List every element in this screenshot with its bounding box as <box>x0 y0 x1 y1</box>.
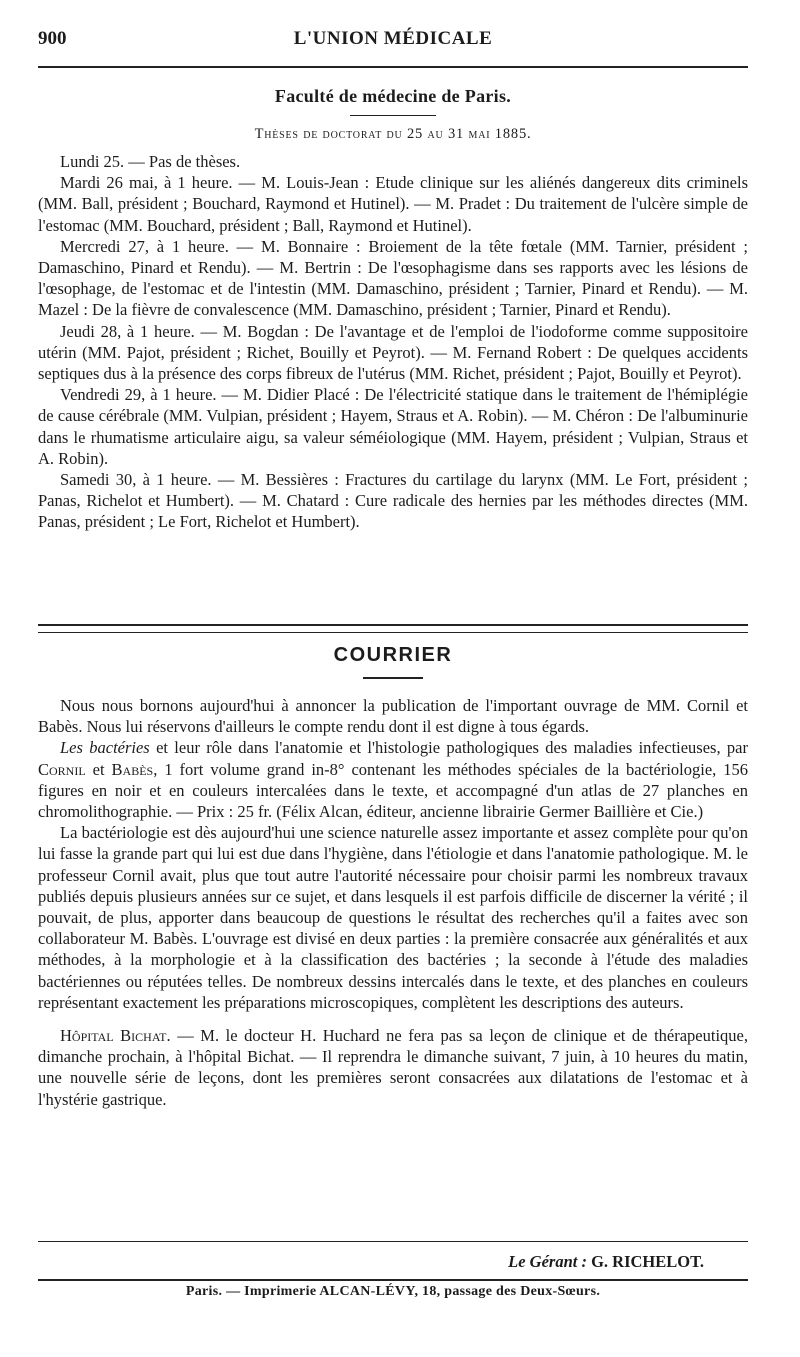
paragraph: Vendredi 29, à 1 heure. — M. Didier Placé : De l'électricité statique dans le traitement de l'hémiplégie de cause cérébrale (MM. Vulpian, président ; Hayem, Straus et A. Robin). — M. Chéron : De l'albuminurie dans le rhumatisme articulaire aigu, sa valeur séméiologique (MM. Hayem, président ; Vulpian, Straus et A. Robin). <box>38 385 748 468</box>
page-number: 900 <box>38 28 67 49</box>
paragraph: Mercredi 27, à 1 heure. — M. Bonnaire : Broiement de la tête fœtale (MM. Tarnier, président ; Damaschino, Pinard et Rendu). — M. Bertrin : De l'œsophagisme dans ses rapports avec les lésions de l'œsophage, de l'estomac et de l'intestin (MM. Damaschino, président ; Tarnier, Pinard et Rendu). — M. Mazel : De la fièvre de convalescence (MM. Damaschino, président ; Tarnier, Pinard et Rendu). <box>38 236 748 320</box>
paragraph: Samedi 30, à 1 heure. — M. Bessières : Fractures du cartilage du larynx (MM. Le Fort, président ; Panas, Richelot et Humbert). — M. Chatard : Cure radicale des hernies par les méthodes directes (MM. Panas, président ; Le Fort, Richelot et Humbert). <box>38 470 748 532</box>
paragraph: Lundi 25. — Pas de thèses. <box>60 152 241 171</box>
paragraph-text: — M. le docteur H. Huchard ne fera pas sa leçon de clinique et de thérapeutique, dimanche prochain, à l'hôpital Bichat. — Il reprendra le dimanche suivant, 7 juin, à 10 heures du matin, une nouvelle série de leçons, dont les premières seront consacrées aux dilatations de l'estomac et à l'hystérie gastrique. <box>38 1026 748 1109</box>
paragraph: Mardi 26 mai, à 1 heure. — M. Louis-Jean : Etude clinique sur les aliénés dangereux dits criminels (MM. Ball, président ; Bouchard, Raymond et Hutinel). — M. Pradet : Du traitement de l'ulcère simple de l'estomac (MM. Bouchard, président ; Ball, Raymond et Hutinel). <box>38 173 748 235</box>
footer-rule <box>38 1241 748 1242</box>
notice-label: Hôpital Bichat. <box>60 1026 171 1046</box>
book-title: Les bactéries <box>60 738 150 758</box>
signature <box>508 1252 704 1272</box>
journal-title: L'UNION MÉDICALE <box>293 28 493 49</box>
signature-name: G. RICHELOT. <box>591 1252 704 1271</box>
paragraph <box>38 737 748 822</box>
section-divider <box>38 624 748 633</box>
header-rule <box>38 66 748 68</box>
section-title: Faculté de médecine de Paris. <box>274 86 512 106</box>
paragraph: Jeudi 28, à 1 heure. — M. Bogdan : De l'avantage et de l'emploi de l'iodoforme comme suppositoire utérin (MM. Pajot, président ; Richet, Bouilly et Peyrot). — M. Fernand Robert : De quelques accidents septiques dus à la présence des corps fibreux de l'utérus (MM. Richet, président ; Pajot, Bouilly et Peyrot). <box>38 321 748 384</box>
paragraph-text: , 1 fort volume grand in-8° contenant les méthodes spéciales de la bactériologie, 156 figures en noir et en couleurs intercalées dans le texte, et accompagné d'un atlas de 27 planches en chromolithographie. — Prix : 25 fr. (Félix Alcan, éditeur, ancienne librairie Germer Baillière et Cie.) <box>38 759 748 822</box>
paragraph <box>38 1025 748 1110</box>
title-rule <box>363 677 423 679</box>
section-faculte <box>38 86 748 533</box>
signature-label: Le Gérant : <box>508 1252 587 1271</box>
section-subtitle: Thèses de doctorat du 25 au 31 mai 1885. <box>254 126 532 142</box>
paragraph: Nous nous bornons aujourd'hui à annoncer la publication de l'important ouvrage de MM. Cornil et Babès. Nous lui réservons d'ailleurs le compte rendu dont il est digne à tous égards. <box>38 696 748 737</box>
printer-imprint: Paris. — Imprimerie ALCAN-LÉVY, 18, passage des Deux-Sœurs. <box>185 1284 601 1299</box>
paragraph-text: et <box>85 759 112 779</box>
imprint-rule <box>38 1279 748 1281</box>
running-head <box>38 28 748 58</box>
paragraph-text: et leur rôle dans l'anatomie et l'histologie pathologiques des maladies infectieuses, par <box>149 738 748 758</box>
section-courrier <box>38 644 748 1110</box>
courrier-title: COURRIER <box>333 644 453 666</box>
paragraph: La bactériologie est dès aujourd'hui une science naturelle assez importante et assez complète pour qu'on lui fasse la grande part qui lui est due dans l'hygiène, dans l'étiologie et dans l'anatomie pathologique. M. le professeur Cornil avait, plus que tout autre l'autorité nécessaire pour choisir parmi les nombreux travaux publiés depuis plusieurs années sur ce sujet, et dans lesquels il est parfois difficile de discerner la vérité ; il pouvait, de plus, apporter dans beaucoup de questions le résultat des recherches qu'il a faites avec son collaborateur M. Babès. L'ouvrage est divisé en deux parties : la première consacrée aux généralités et aux méthodes, à la morphologie et à la classification des bactéries ; la seconde à l'étude des maladies bactériennes ou réputées telles. De nombreux dessins intercalés dans le texte, et des planches en couleurs représentant exactement les préparations microscopiques, complètent les descriptions des auteurs. <box>38 823 748 1012</box>
title-rule <box>350 115 436 116</box>
author-name: Babès <box>111 759 154 779</box>
author-name: Cornil <box>38 759 86 779</box>
